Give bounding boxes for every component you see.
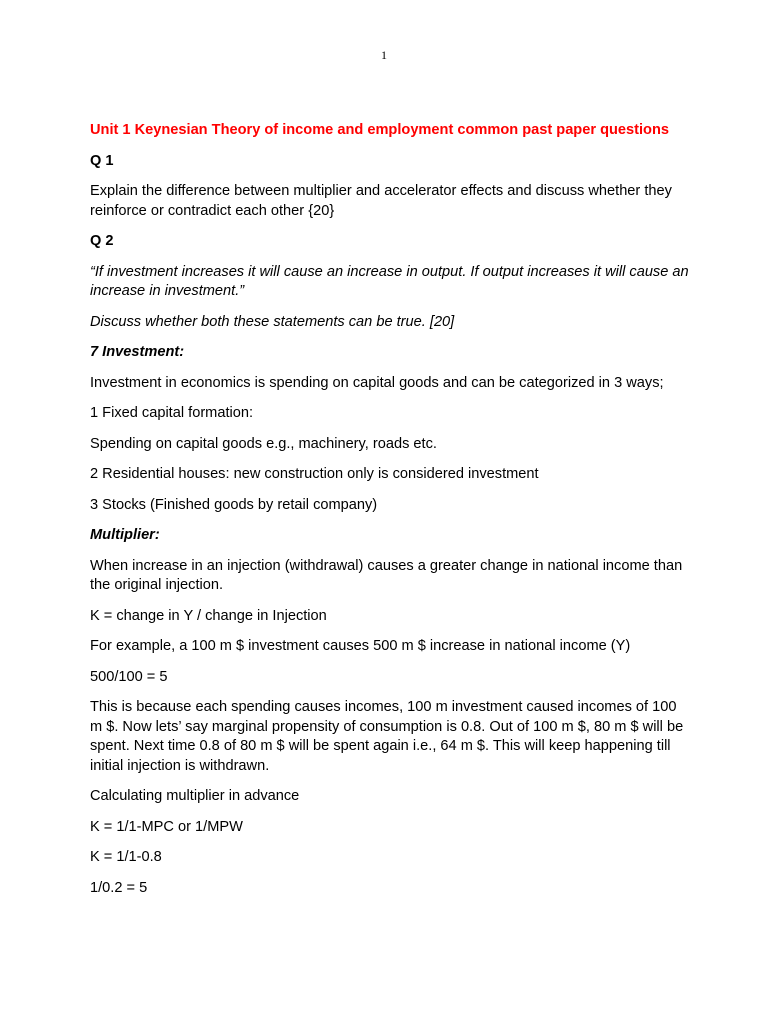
- question-1-label: Q 1: [90, 152, 114, 169]
- multiplier-example: For example, a 100 m $ investment causes 500 m $ increase in national income (Y): [90, 638, 631, 654]
- question-2-label: Q 2: [90, 233, 114, 249]
- document-body: [90, 121, 690, 909]
- investment-item-3: 3 Stocks (Finished goods by retail company): [90, 496, 378, 513]
- investment-item-2: 2 Residential houses: new construction only is considered investment: [90, 466, 539, 482]
- multiplier-calc-1: K = 1/1-0.8: [90, 849, 162, 865]
- multiplier-calc-2: 1/0.2 = 5: [90, 879, 148, 896]
- multiplier-definition: When increase in an injection (withdrawal) causes a greater change in national income than the original injection.: [90, 557, 683, 593]
- investment-item-1: 1 Fixed capital formation:: [90, 405, 254, 421]
- multiplier-heading: Multiplier:: [90, 527, 160, 543]
- question-2-task: Discuss whether both these statements can be true. [20]: [90, 313, 455, 330]
- investment-heading: 7 Investment:: [90, 344, 185, 360]
- question-2-quote: “If investment increases it will cause an increase in output. If output increases it will cause an increase in investment.”: [90, 263, 689, 299]
- investment-intro: Investment in economics is spending on capital goods and can be categorized in 3 ways;: [90, 374, 664, 391]
- multiplier-example-calc: 500/100 = 5: [90, 668, 168, 685]
- multiplier-formula-2: K = 1/1-MPC or 1/MPW: [90, 818, 243, 835]
- multiplier-explanation: This is because each spending causes incomes, 100 m investment caused incomes of 100 m $. Now lets’ say marginal propensity of consumption is 0.8. Out of 100 m $, 80 m $ will be spent. Next time 0.8 of 80 m $ will be spent again i.e., 64 m $. This will keep happening till initial injection is withdrawn.: [90, 699, 684, 774]
- investment-item-1-detail: Spending on capital goods e.g., machinery, roads etc.: [90, 435, 437, 452]
- multiplier-advance: Calculating multiplier in advance: [90, 788, 300, 804]
- question-1-text: Explain the difference between multiplier and accelerator effects and discuss whether they reinforce or contradict each other {20}: [90, 183, 672, 219]
- document-title: Unit 1 Keynesian Theory of income and employment common past paper questions: [90, 122, 669, 138]
- multiplier-formula: K = change in Y / change in Injection: [90, 607, 327, 624]
- page-number: 1: [381, 48, 387, 62]
